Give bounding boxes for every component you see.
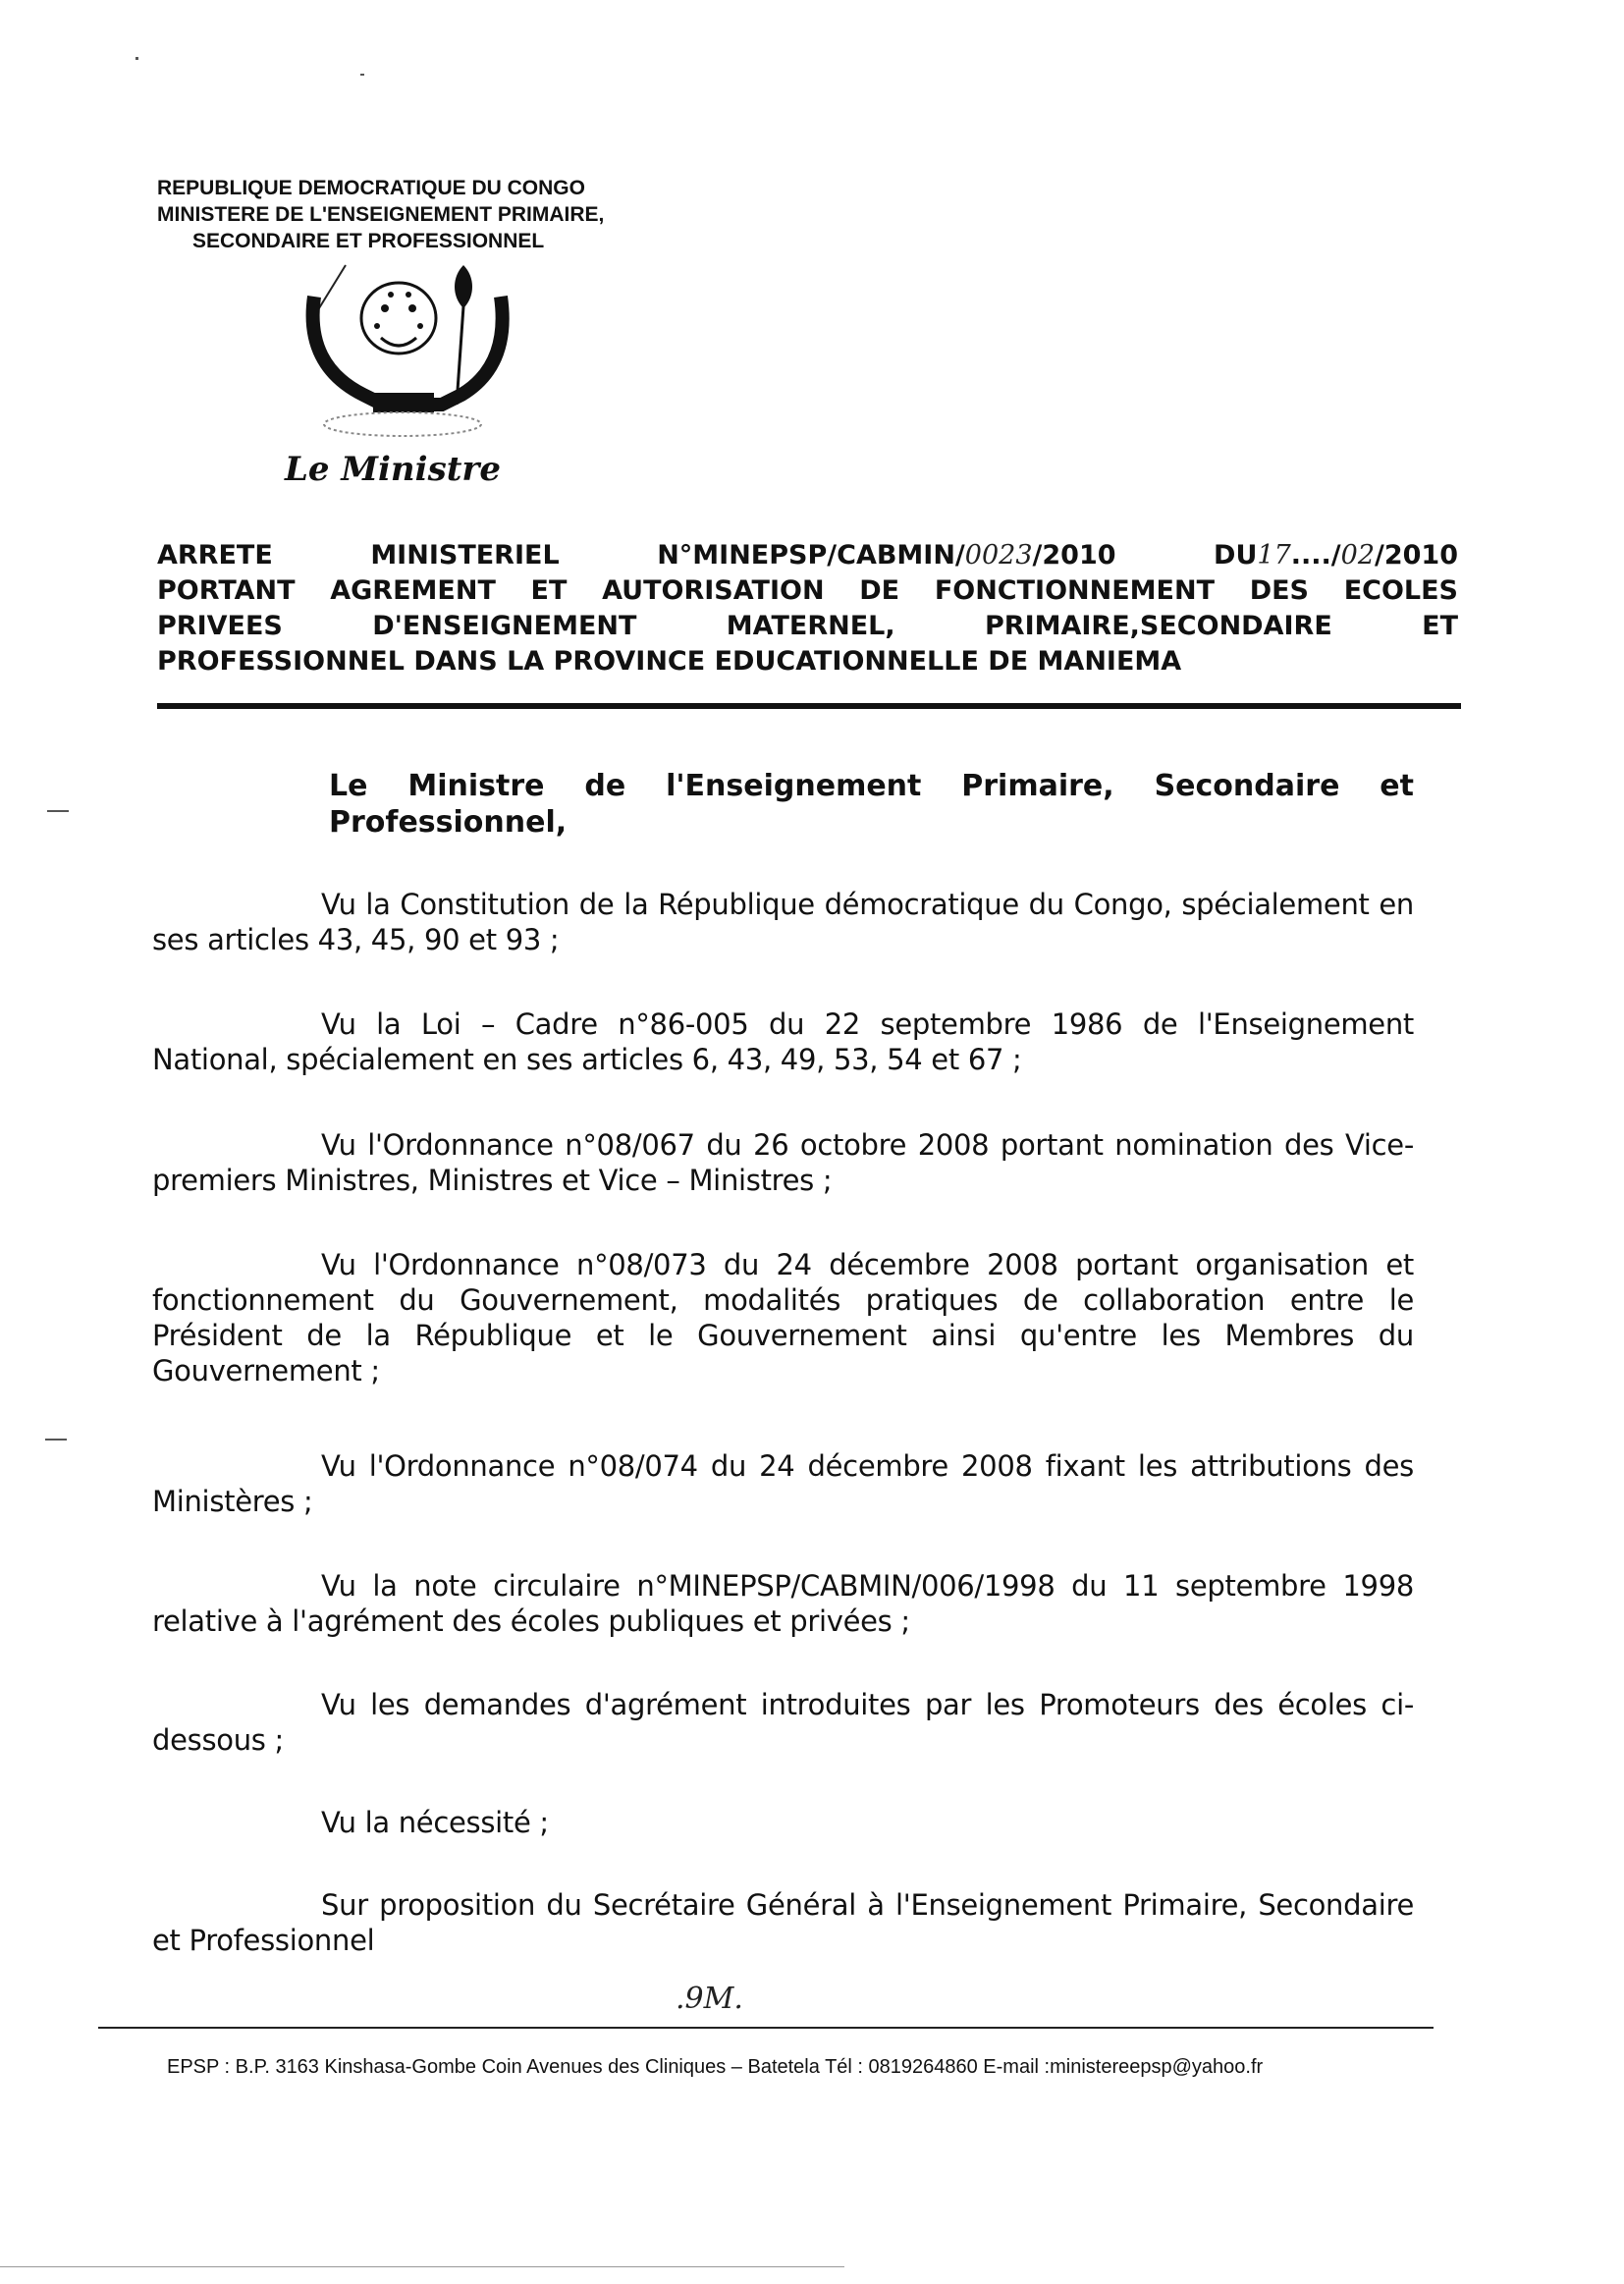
- preamble-paragraph: Vu la Loi – Cadre n°86-005 du 22 septembre 1986 de l'Enseignement National, spécialement en ses articles 6, 43, 49, 53, 54 et 67 ;: [152, 1007, 1414, 1076]
- letterhead: [157, 175, 766, 254]
- scan-speck: [360, 74, 364, 76]
- letterhead-ministry: MINISTERE DE L'ENSEIGNEMENT PRIMAIRE,: [157, 203, 605, 226]
- title-divider: [157, 703, 1461, 709]
- preamble-paragraph: Vu la nécessité ;: [321, 1806, 549, 1839]
- footer-contact: EPSP : B.P. 3163 Kinshasa-Gombe Coin Avenues des Cliniques – Batetela Tél : 0819264860 E-mail :ministereepsp@yahoo.fr: [167, 2056, 1264, 2078]
- decree-title-line: PROFESSIONNEL DANS LA PROVINCE EDUCATIONNELLE DE MANIEMA: [157, 646, 1182, 677]
- letterhead-ministry-cont: SECONDAIRE ET PROFESSIONNEL: [192, 230, 545, 252]
- handwritten-initials: .9M.: [676, 1982, 743, 2016]
- signature-title: Le Ministre: [285, 450, 501, 489]
- preamble-paragraph: Vu l'Ordonnance n°08/073 du 24 décembre 2008 portant organisation et fonctionnement du Gouvernement, modalités pratiques de collaboration entre le Président de la République et le Gouvernement ainsi qu'entre les Membres du Gouvernement ;: [152, 1248, 1414, 1387]
- preamble-paragraph: Vu l'Ordonnance n°08/067 du 26 octobre 2008 portant nomination des Vice-premiers Ministres, Ministres et Vice – Ministres ;: [152, 1128, 1414, 1197]
- document-heading: Le Ministre de l'Enseignement Primaire, Secondaire et Professionnel,: [329, 769, 1414, 840]
- scan-speck: [47, 810, 69, 812]
- decree-title-line: PORTANT AGREMENT ET AUTORISATION DE FONCTIONNEMENT DES ECOLES: [157, 575, 1458, 606]
- coat-of-arms-icon: [275, 257, 530, 444]
- preamble-paragraph: Sur proposition du Secrétaire Général à l'Enseignement Primaire, Secondaire et Professionnel: [152, 1888, 1414, 1957]
- decree-title-line: ARRETE MINISTERIEL N°MINEPSP/CABMIN/0023/2010 DU17..../02/2010: [157, 540, 1459, 571]
- footer-divider: [98, 2027, 1434, 2029]
- preamble-paragraph: Vu la note circulaire n°MINEPSP/CABMIN/006/1998 du 11 septembre 1998 relative à l'agrément des écoles publiques et privées ;: [152, 1569, 1414, 1638]
- handwritten-month: 02: [1340, 540, 1375, 571]
- decree-title-line: PRIVEES D'ENSEIGNEMENT MATERNEL, PRIMAIRE,SECONDAIRE ET: [157, 611, 1458, 641]
- preamble-paragraph: Vu l'Ordonnance n°08/074 du 24 décembre 2008 fixant les attributions des Ministères ;: [152, 1449, 1414, 1518]
- handwritten-decree-number: 0023: [964, 540, 1033, 571]
- scan-edge-line: [0, 2266, 844, 2267]
- preamble-paragraph: Vu les demandes d'agrément introduites par les Promoteurs des écoles ci-dessous ;: [152, 1688, 1414, 1757]
- scan-speck: [45, 1439, 67, 1441]
- scan-speck: [135, 57, 138, 60]
- handwritten-day: 17: [1257, 540, 1291, 571]
- decree-title: [157, 538, 1458, 680]
- letterhead-country: REPUBLIQUE DEMOCRATIQUE DU CONGO: [157, 177, 585, 199]
- preamble-paragraph: Vu la Constitution de la République démocratique du Congo, spécialement en ses articles 43, 45, 90 et 93 ;: [152, 888, 1414, 956]
